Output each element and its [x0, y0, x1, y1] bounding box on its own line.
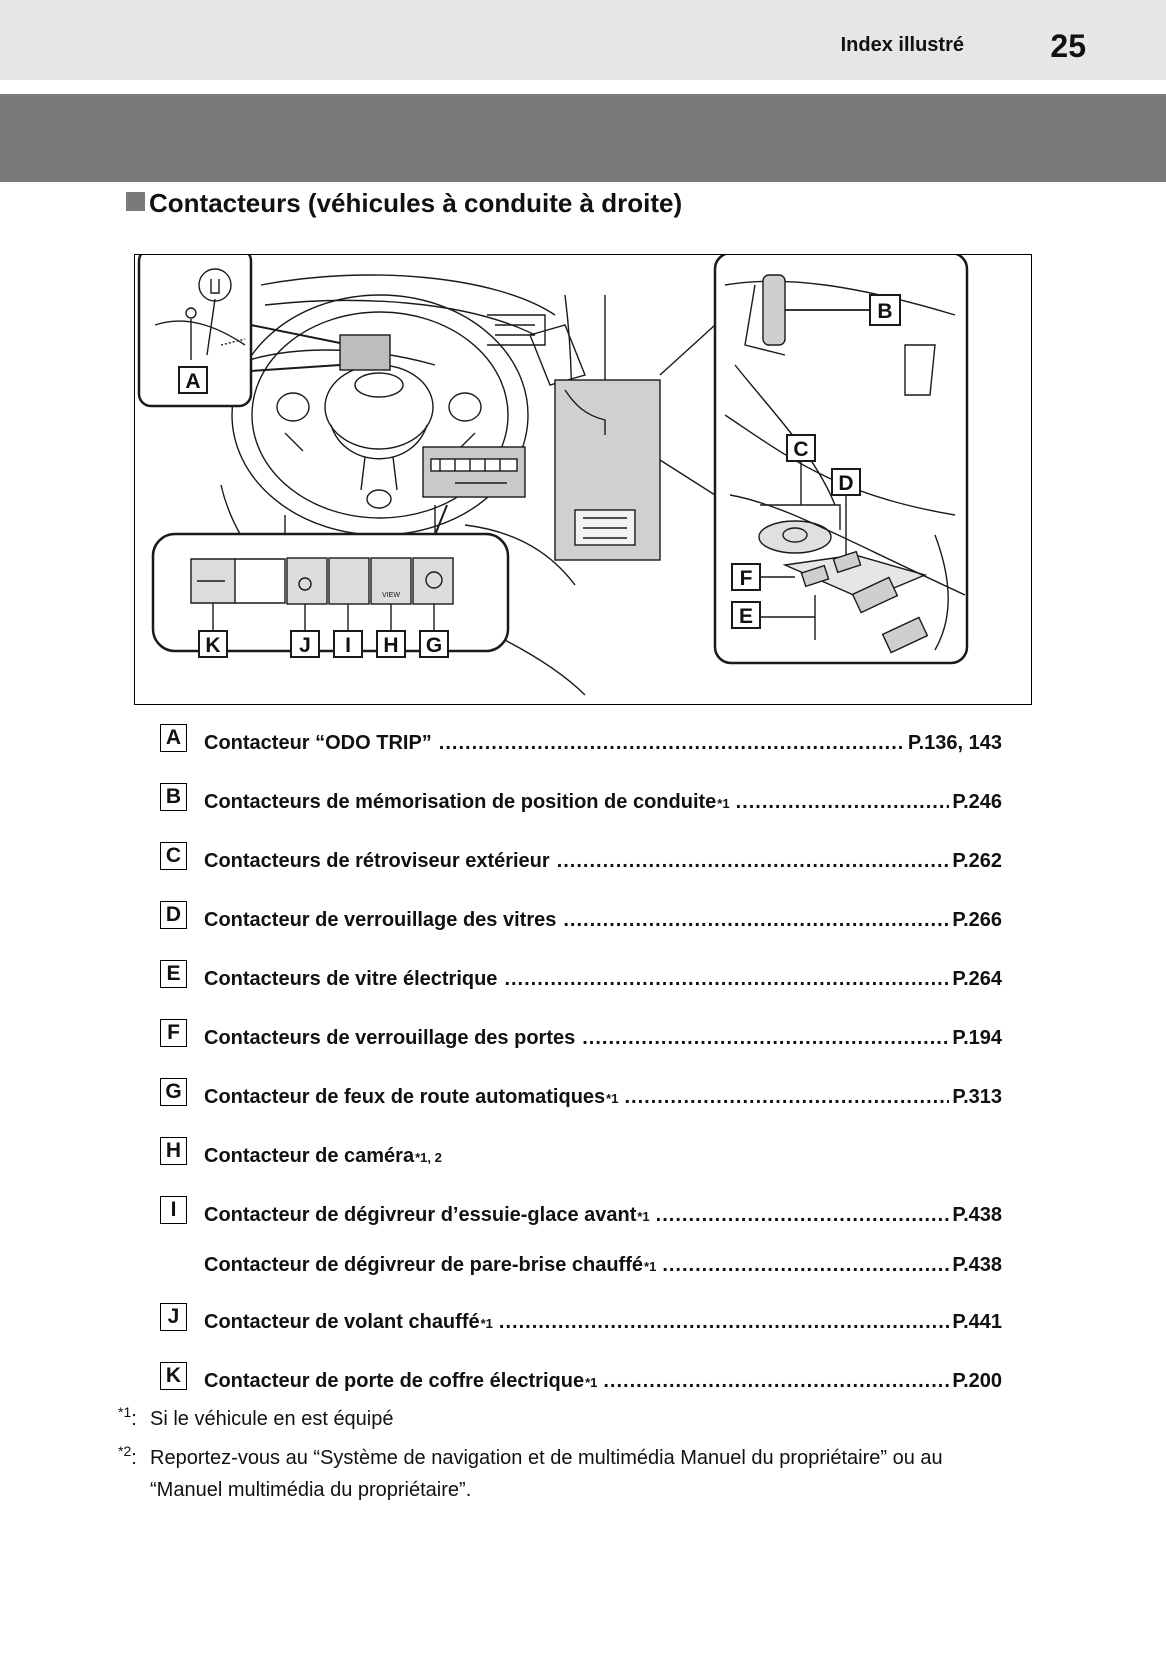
item-page-ref: P.264	[952, 968, 1002, 990]
callout-label-i: I	[345, 634, 351, 657]
page-number: 25	[1050, 28, 1086, 64]
item-key: D	[160, 901, 187, 929]
footnote	[118, 1404, 394, 1431]
callout-label-b: B	[877, 300, 893, 323]
footnote-separator: :	[131, 1408, 137, 1430]
item-page-ref: P.246	[952, 791, 1002, 813]
chapter-band	[0, 94, 1166, 182]
item-key: G	[160, 1078, 187, 1106]
callout-label-d: D	[838, 472, 854, 495]
item-label: Contacteur “ODO TRIP”	[204, 732, 432, 754]
list-item	[160, 844, 1002, 880]
leader-dots	[499, 1311, 949, 1334]
dashboard-illustration	[135, 255, 1031, 704]
callout-label-c: C	[793, 438, 809, 461]
leader-dots	[624, 1086, 949, 1109]
item-label: Contacteur de volant chauffé	[204, 1311, 480, 1333]
leader-dots	[736, 791, 950, 814]
callout-label-k: K	[205, 634, 221, 657]
callout-label-h: H	[383, 634, 399, 657]
item-label: Contacteurs de verrouillage des portes	[204, 1027, 576, 1049]
list-item	[160, 1021, 1002, 1057]
leader-dots	[662, 1254, 949, 1277]
leader-dots	[582, 1027, 949, 1050]
leader-dots	[439, 732, 905, 755]
item-label: Contacteur de porte de coffre électrique	[204, 1370, 585, 1392]
leader-dots	[603, 1370, 949, 1393]
list-item: I Contacteur de dégivreur d’essuie-glace avant *1 ..... P.438	[160, 1204, 1002, 1234]
item-key: A	[160, 724, 187, 752]
section-title: Index illustré	[840, 34, 964, 56]
item-key: C	[160, 842, 187, 870]
item-key: I	[160, 1196, 187, 1224]
item-label: Contacteur de dégivreur de pare-brise chauffé	[204, 1254, 644, 1276]
item-page-ref: P.262	[952, 850, 1002, 872]
item-page-ref: P.194	[952, 1027, 1002, 1049]
callout-label-g: G	[425, 634, 443, 657]
item-key: F	[160, 1019, 187, 1047]
footnote-mark: *2	[118, 1443, 132, 1459]
item-label: Contacteurs de vitre électrique	[204, 968, 498, 990]
callout-label-f: F	[739, 567, 753, 590]
list-item: B Contacteurs de mémorisation de position de conduite *1 ..... P.246	[160, 791, 1002, 821]
item-key: H	[160, 1137, 187, 1165]
footnote-text: Si le véhicule en est équipé	[150, 1408, 394, 1430]
list-item: K Contacteur de porte de coffre électrique *1 ..... P.200	[160, 1370, 1002, 1400]
callout-label-a: A	[185, 370, 201, 393]
leader-dots	[557, 850, 950, 873]
callout-label-e: E	[738, 605, 754, 628]
list-item	[160, 726, 1002, 762]
item-key: B	[160, 783, 187, 811]
list-item	[160, 962, 1002, 998]
callout-label-j: J	[299, 634, 311, 657]
item-key: J	[160, 1303, 187, 1331]
square-bullet-icon	[126, 192, 145, 211]
item-label: Contacteur de dégivreur d’essuie-glace avant	[204, 1204, 637, 1226]
item-page-ref: P.136, 143	[907, 732, 1002, 754]
leader-dots	[656, 1204, 950, 1227]
list-item: G Contacteur de feux de route automatiques *1 ..... P.313	[160, 1086, 1002, 1116]
item-page-ref: P.266	[952, 909, 1002, 931]
item-page-ref: P.438	[952, 1254, 1002, 1276]
item-page-ref: P.200	[952, 1370, 1002, 1392]
footnote	[118, 1443, 943, 1501]
item-page-ref: P.438	[952, 1204, 1002, 1226]
list-item: Contacteur de dégivreur de pare-brise chauffé *1 ..... P.438	[160, 1254, 1002, 1284]
header-bar	[0, 0, 1166, 80]
item-page-ref: P.441	[952, 1311, 1002, 1333]
item-label: Contacteur de verrouillage des vitres	[204, 909, 557, 931]
item-label: Contacteurs de mémorisation de position de conduite	[204, 791, 717, 813]
switch-location-figure	[134, 254, 1032, 705]
footnote-separator: :	[131, 1447, 137, 1469]
view-marking: VIEW	[382, 592, 400, 599]
item-label: Contacteur de feux de route automatiques	[204, 1086, 606, 1108]
leader-dots	[504, 968, 949, 991]
item-page-ref: P.313	[952, 1086, 1002, 1108]
list-item: J Contacteur de volant chauffé *1 ..... P.441	[160, 1311, 1002, 1341]
leader-dots	[563, 909, 949, 932]
item-key: K	[160, 1362, 187, 1390]
page-heading	[126, 188, 682, 219]
list-item: H Contacteur de caméra *1, 2	[160, 1145, 1002, 1175]
item-label: Contacteur de caméra	[204, 1145, 415, 1167]
footnote-mark: *1	[118, 1404, 132, 1420]
footnote-text-continued: “Manuel multimédia du propriétaire”.	[150, 1479, 472, 1501]
heading-text: Contacteurs (véhicules à conduite à droite)	[149, 188, 683, 218]
footnote-text: Reportez-vous au “Système de navigation et de multimédia Manuel du propriétaire” ou au	[150, 1447, 943, 1469]
item-key: E	[160, 960, 187, 988]
item-label: Contacteurs de rétroviseur extérieur	[204, 850, 550, 872]
list-item	[160, 903, 1002, 939]
